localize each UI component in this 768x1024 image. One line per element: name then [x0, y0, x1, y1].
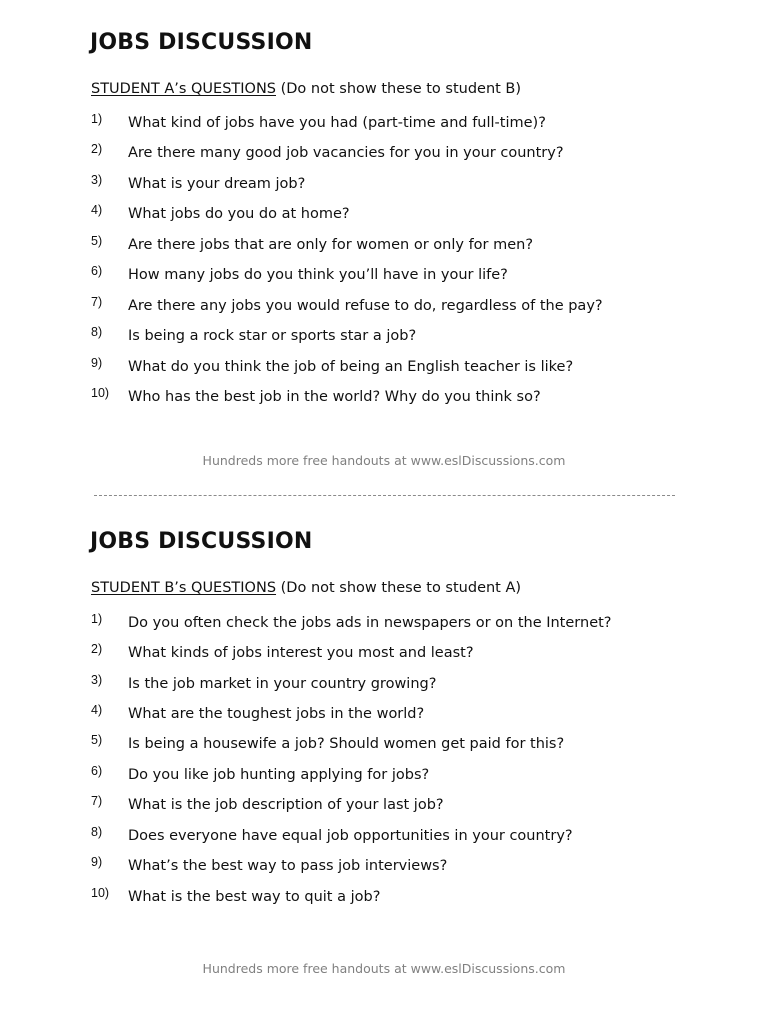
question-number: 4) [91, 703, 103, 717]
question-text: Are there any jobs you would refuse to do, regardless of the pay? [128, 298, 603, 314]
student-b-questions-note: (Do not show these to student A) [280, 580, 522, 596]
question-text: Do you often check the jobs ads in newspapers or on the Internet? [128, 615, 612, 631]
question-item [0, 203, 768, 227]
handout-footer: Hundreds more free handouts at www.eslDiscussions.com [202, 961, 566, 976]
page-title: JOBS DISCUSSION [90, 529, 313, 554]
question-text: What is the job description of your last job? [128, 797, 444, 813]
question-item [0, 142, 768, 166]
question-item [0, 794, 768, 818]
question-text: Do you like job hunting applying for jobs? [128, 767, 430, 783]
question-number: 6) [91, 264, 103, 278]
question-number: 6) [91, 764, 103, 778]
question-number: 4) [91, 203, 103, 217]
question-item [0, 386, 768, 410]
question-text: Does everyone have equal job opportunities in your country? [128, 828, 573, 844]
question-item [0, 112, 768, 136]
question-number: 1) [91, 612, 103, 626]
question-text: How many jobs do you think you’ll have in your life? [128, 267, 508, 283]
question-item [0, 733, 768, 757]
question-item [0, 295, 768, 319]
student-b-questions-label: STUDENT B’s QUESTIONS [91, 580, 277, 596]
question-text: What’s the best way to pass job interviews? [128, 858, 448, 874]
question-number: 2) [91, 142, 103, 156]
question-text: What jobs do you do at home? [128, 206, 350, 222]
question-number: 9) [91, 356, 103, 370]
question-number: 7) [91, 794, 103, 808]
question-number: 10) [91, 886, 110, 900]
student-a-questions-label: STUDENT A’s QUESTIONS [91, 81, 276, 97]
question-text: What is your dream job? [128, 176, 306, 192]
question-number: 5) [91, 733, 103, 747]
question-item [0, 234, 768, 258]
question-text: Who has the best job in the world? Why do you think so? [128, 389, 541, 405]
page-title: JOBS DISCUSSION [90, 30, 313, 55]
question-item [0, 764, 768, 788]
question-number: 8) [91, 825, 103, 839]
question-number: 3) [91, 673, 103, 687]
cut-line-divider [94, 495, 675, 496]
question-item [0, 173, 768, 197]
question-number: 2) [91, 642, 103, 656]
question-item [0, 673, 768, 697]
question-number: 9) [91, 855, 103, 869]
student-b-subtitle [91, 581, 521, 596]
question-number: 3) [91, 173, 103, 187]
question-number: 8) [91, 325, 103, 339]
question-item [0, 612, 768, 636]
handout-footer: Hundreds more free handouts at www.eslDiscussions.com [202, 453, 566, 468]
question-item [0, 825, 768, 849]
student-a-questions-note: (Do not show these to student B) [280, 81, 522, 97]
question-item [0, 855, 768, 879]
question-text: What kinds of jobs interest you most and least? [128, 645, 474, 661]
question-item [0, 642, 768, 666]
question-text: Are there jobs that are only for women or only for men? [128, 237, 534, 253]
question-item [0, 356, 768, 380]
question-item [0, 886, 768, 910]
question-item [0, 264, 768, 288]
question-item [0, 325, 768, 349]
question-text: Is being a housewife a job? Should women get paid for this? [128, 736, 565, 752]
question-text: Are there many good job vacancies for you in your country? [128, 145, 564, 161]
question-number: 5) [91, 234, 103, 248]
question-item [0, 703, 768, 727]
question-number: 7) [91, 295, 103, 309]
question-text: What do you think the job of being an English teacher is like? [128, 359, 574, 375]
question-number: 1) [91, 112, 103, 126]
question-text: Is the job market in your country growing? [128, 676, 437, 692]
question-text: What is the best way to quit a job? [128, 889, 381, 905]
question-text: What kind of jobs have you had (part-time and full-time)? [128, 115, 546, 131]
question-number: 10) [91, 386, 110, 400]
question-text: Is being a rock star or sports star a job? [128, 328, 417, 344]
student-a-subtitle [91, 82, 521, 97]
question-text: What are the toughest jobs in the world? [128, 706, 425, 722]
